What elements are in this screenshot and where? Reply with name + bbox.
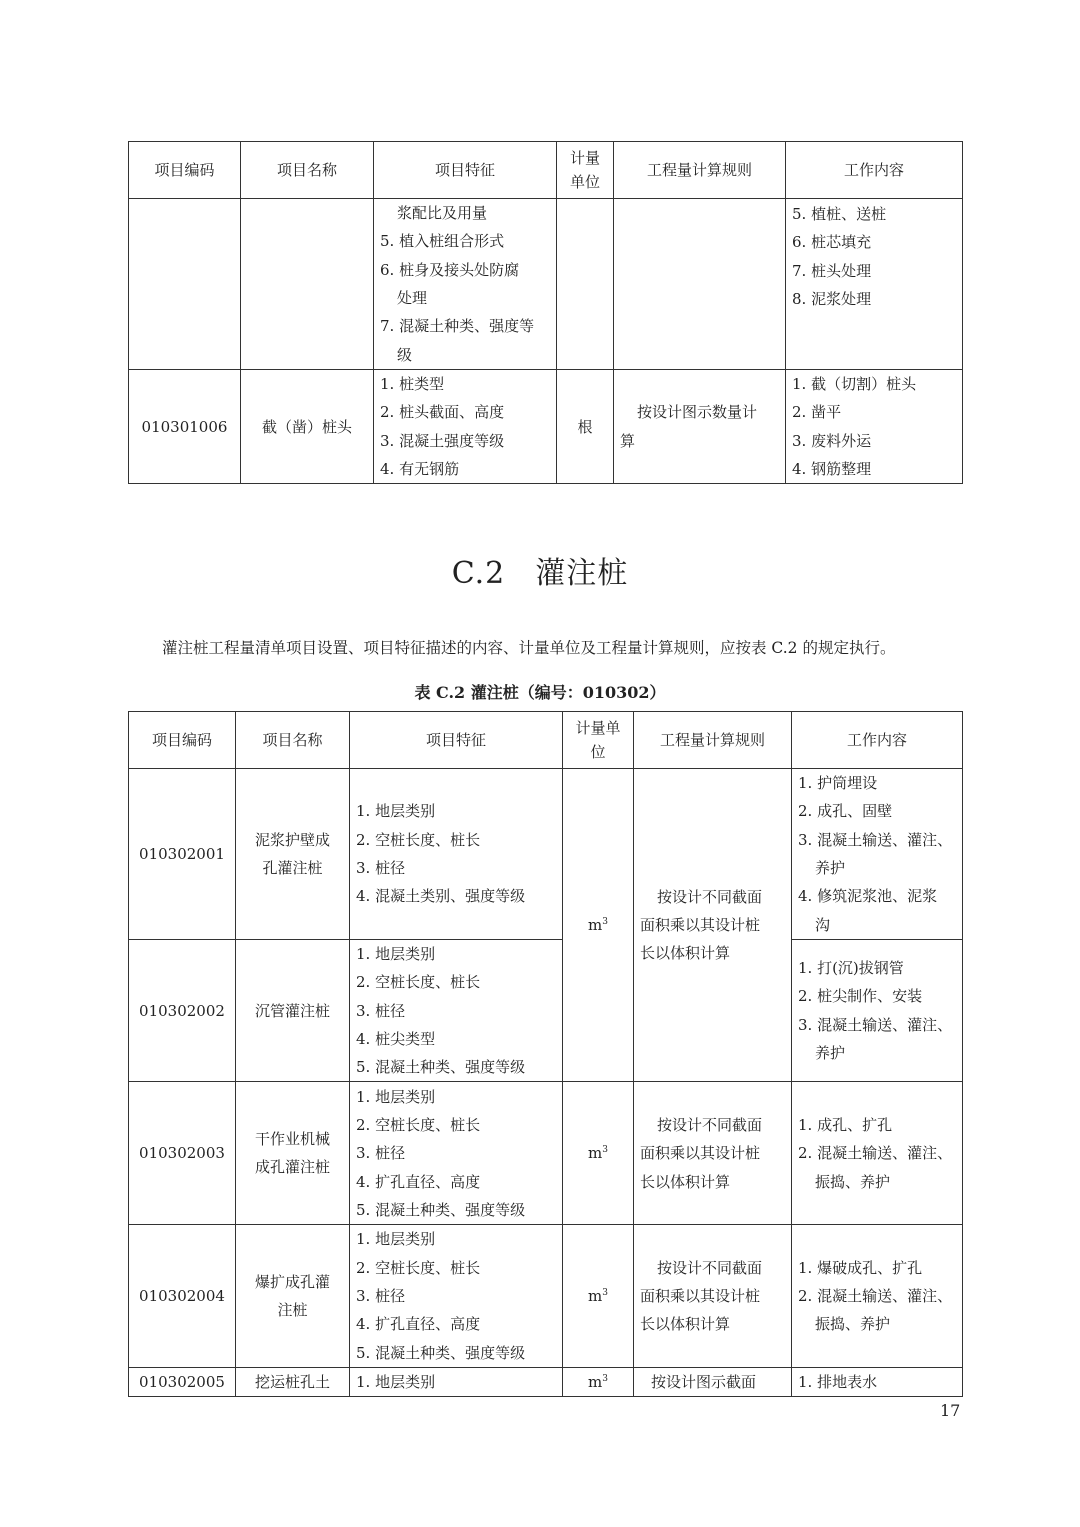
- cell-work: 1. 爆破成孔、扩孔 2. 混凝土输送、灌注、 振捣、养护: [792, 1225, 963, 1367]
- cell-name: 截（凿）桩头: [241, 370, 374, 484]
- cell-rule: 按设计图示截面: [634, 1367, 792, 1396]
- table-caption: 表 C.2 灌注桩（编号：010302）: [414, 683, 666, 702]
- table-header-row: [129, 142, 963, 199]
- cell-rule: 按设计图示数量计 算: [614, 370, 786, 484]
- header-unit: 计量 单位: [557, 142, 614, 199]
- table-row: [129, 940, 963, 1082]
- cell-unit: 根: [557, 370, 614, 484]
- cell-name: 沉管灌注桩: [236, 940, 350, 1082]
- cell-name: 干作业机械 成孔灌注桩: [236, 1082, 350, 1225]
- cell-rule: 按设计不同截面 面积乘以其设计桩 长以体积计算: [634, 1225, 792, 1367]
- cell-code: 010301006: [129, 370, 241, 484]
- header-code: 项目编码: [129, 712, 236, 769]
- cell-name: 挖运桩孔土: [236, 1367, 350, 1396]
- cell-unit: $m^3$: [563, 1225, 634, 1367]
- header-rule: 工程量计算规则: [634, 712, 792, 769]
- cell-work: 5. 植桩、送桩 6. 桩芯填充 7. 桩头处理 8. 泥浆处理: [786, 199, 963, 370]
- cell-features: 1. 地层类别 2. 空桩长度、桩长 3. 桩径 4. 混凝土类别、强度等级: [350, 769, 563, 940]
- table-row: [129, 1082, 963, 1225]
- table-c2: [128, 711, 963, 1397]
- header-work: 工作内容: [786, 142, 963, 199]
- cell-work: 1. 护筒埋设 2. 成孔、固壁 3. 混凝土输送、灌注、 养护 4. 修筑泥浆池、泥浆 沟: [792, 769, 963, 940]
- cell-work: 1. 排地表水: [792, 1367, 963, 1396]
- header-name: 项目名称: [241, 142, 374, 199]
- table-row: [129, 1367, 963, 1396]
- cell-unit: $m^3$: [563, 769, 634, 1082]
- cell-features: 1. 地层类别 2. 空桩长度、桩长 3. 桩径 4. 扩孔直径、高度 5. 混凝土种类、强度等级: [350, 1225, 563, 1367]
- cell-features: 1. 桩类型 2. 桩头截面、高度 3. 混凝土强度等级 4. 有无钢筋: [374, 370, 557, 484]
- header-work: 工作内容: [792, 712, 963, 769]
- page-number: 17: [940, 1401, 961, 1420]
- cell-code: 010302004: [129, 1225, 236, 1367]
- cell-rule: 按设计不同截面 面积乘以其设计桩 长以体积计算: [634, 769, 792, 1082]
- section-heading: [0, 548, 1080, 592]
- cell-work: 1. 截（切割）桩头 2. 凿平 3. 废料外运 4. 钢筋整理: [786, 370, 963, 484]
- cell-name: 泥浆护壁成 孔灌注桩: [236, 769, 350, 940]
- cell-unit: $m^3$: [563, 1367, 634, 1396]
- table-row: [129, 1225, 963, 1367]
- header-unit: 计量单 位: [563, 712, 634, 769]
- table-c1-continuation: [128, 141, 963, 484]
- section-number: C.2: [451, 556, 506, 591]
- header-feature: 项目特征: [374, 142, 557, 199]
- header-rule: 工程量计算规则: [614, 142, 786, 199]
- cell-unit: [557, 199, 614, 370]
- header-feature: 项目特征: [350, 712, 563, 769]
- table-row: [129, 769, 963, 940]
- cell-code: 010302001: [129, 769, 236, 940]
- cell-code: 010302002: [129, 940, 236, 1082]
- cell-work: 1. 成孔、扩孔 2. 混凝土输送、灌注、 振捣、养护: [792, 1082, 963, 1225]
- header-name: 项目名称: [236, 712, 350, 769]
- table-header-row: [129, 712, 963, 769]
- section-title: 灌注桩: [535, 556, 629, 591]
- cell-code: 010302005: [129, 1367, 236, 1396]
- cell-unit: $m^3$: [563, 1082, 634, 1225]
- table-row: [129, 370, 963, 484]
- cell-name: [241, 199, 374, 370]
- cell-code: 010302003: [129, 1082, 236, 1225]
- header-code: 项目编码: [129, 142, 241, 199]
- table-row: [129, 199, 963, 370]
- cell-work: 1. 打(沉)拔钢管 2. 桩尖制作、安装 3. 混凝土输送、灌注、 养护: [792, 940, 963, 1082]
- cell-rule: [614, 199, 786, 370]
- section-intro: 灌注桩工程量清单项目设置、项目特征描述的内容、计量单位及工程量计算规则，应按表 C.2 的规定执行。: [162, 639, 896, 657]
- cell-features: 浆配比及用量 5. 植入桩组合形式 6. 桩身及接头处防腐 处理 7. 混凝土种类、强度等 级: [374, 199, 557, 370]
- cell-features: 1. 地层类别: [350, 1367, 563, 1396]
- cell-features: 1. 地层类别 2. 空桩长度、桩长 3. 桩径 4. 扩孔直径、高度 5. 混凝土种类、强度等级: [350, 1082, 563, 1225]
- cell-rule: 按设计不同截面 面积乘以其设计桩 长以体积计算: [634, 1082, 792, 1225]
- cell-code: [129, 199, 241, 370]
- cell-features: 1. 地层类别 2. 空桩长度、桩长 3. 桩径 4. 桩尖类型 5. 混凝土种类、强度等级: [350, 940, 563, 1082]
- cell-name: 爆扩成孔灌 注桩: [236, 1225, 350, 1367]
